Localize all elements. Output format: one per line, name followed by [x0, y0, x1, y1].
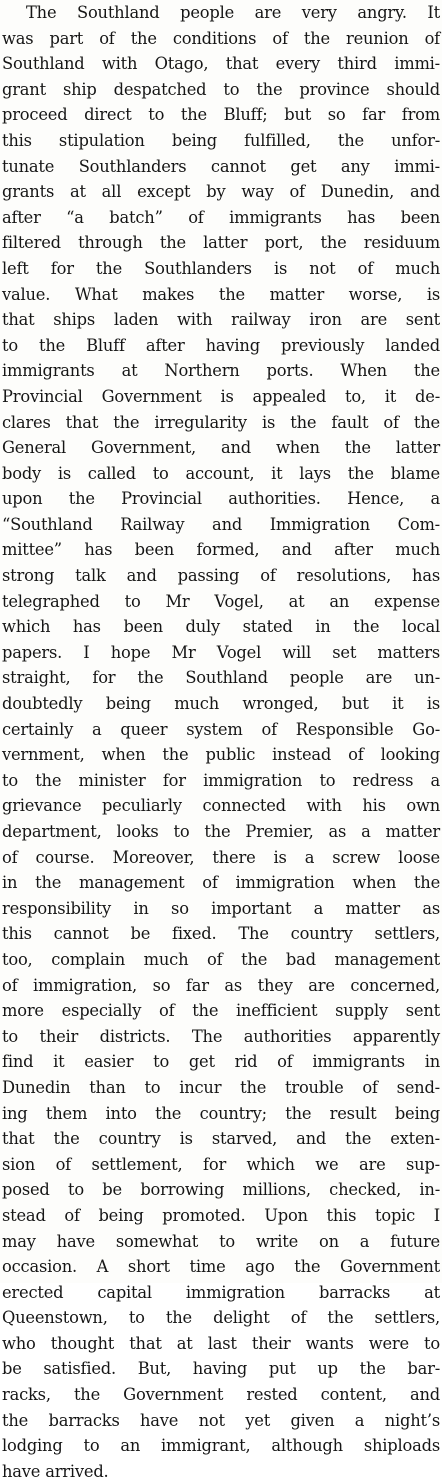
article-line: sion of settlement, for which we are sup-	[2, 1154, 440, 1174]
article-line: telegraphed to Mr Vogel, at an expense	[2, 591, 440, 611]
article-line: after “a batch” of immigrants has been	[2, 207, 440, 227]
article-line: responsibility in so important a matter as	[2, 898, 440, 918]
article-line: have arrived.	[2, 1461, 109, 1481]
article-line: more especially of the inefficient supply sent	[2, 1001, 440, 1021]
article-line: of immigration, so far as they are concerned,	[2, 975, 440, 995]
article-line: this cannot be fixed. The country settlers,	[2, 924, 440, 944]
article-line: stead of being promoted. Upon this topic I	[2, 1205, 440, 1225]
article-line: Provincial Government is appealed to, it de-	[2, 386, 440, 406]
article-line: lodging to an immigrant, although shiploads	[2, 1436, 440, 1456]
article-line: General Government, and when the latter	[2, 438, 440, 458]
article-line: in the management of immigration when the	[2, 873, 440, 893]
article-line: grievance peculiarly connected with his own	[2, 796, 440, 816]
article-line: filtered through the latter port, the residuum	[2, 233, 440, 253]
article-line: that the country is starved, and the exten-	[2, 1129, 440, 1149]
article-line: papers. I hope Mr Vogel will set matters	[2, 642, 440, 662]
article-line: left for the Southlanders is not of much	[2, 258, 440, 278]
article-line: body is called to account, it lays the blame	[2, 463, 440, 483]
article-line: doubtedly being much wronged, but it is	[2, 694, 440, 714]
article-line: upon the Provincial authorities. Hence, a	[2, 489, 440, 509]
article-line: this stipulation being fulfilled, the unfor-	[2, 130, 440, 150]
article-line: The Southland people are very angry. It	[26, 3, 440, 22]
article-line: of course. Moreover, there is a screw loose	[2, 847, 440, 867]
article-line: be satisfied. But, having put up the bar-	[2, 1359, 440, 1379]
article-line: department, looks to the Premier, as a matter	[2, 822, 440, 841]
article-line: value. What makes the matter worse, is	[2, 284, 440, 304]
article-line: clares that the irregularity is the fault of the	[2, 412, 440, 432]
article-line: that ships laden with railway iron are sent	[2, 310, 440, 330]
article-column	[2, 0, 440, 1484]
article-line: find it easier to get rid of immigrants in	[2, 1052, 440, 1072]
article-line: proceed direct to the Bluff; but so far from	[2, 105, 440, 125]
article-line: straight, for the Southland people are un-	[2, 668, 440, 688]
article-line: erected capital immigration barracks at	[2, 1282, 440, 1302]
article-line: tunate Southlanders cannot get any immi-	[2, 156, 440, 176]
article-line: to the minister for immigration to redress a	[2, 770, 440, 790]
article-line: immigrants at Northern ports. When the	[2, 361, 440, 381]
article-line: which has been duly stated in the local	[2, 617, 440, 637]
article-line: posed to be borrowing millions, checked, in-	[2, 1180, 440, 1200]
article-line: to their districts. The authorities apparently	[2, 1026, 440, 1046]
article-line: “Southland Railway and Immigration Com-	[2, 514, 440, 534]
article-line: the barracks have not yet given a night’s	[2, 1410, 440, 1430]
article-line: may have somewhat to write on a future	[2, 1231, 440, 1251]
article-line: certainly a queer system of Responsible Go-	[2, 719, 440, 739]
article-line: was part of the conditions of the reunion of	[2, 28, 440, 48]
article-line: occasion. A short time ago the Government	[2, 1257, 440, 1277]
article-line: mittee” has been formed, and after much	[2, 540, 440, 560]
article-line: Dunedin than to incur the trouble of send-	[2, 1077, 440, 1097]
article-line: to the Bluff after having previously landed	[2, 335, 440, 355]
article-line: too, complain much of the bad management	[2, 949, 440, 969]
article-line: racks, the Government rested content, and	[2, 1385, 440, 1405]
article-line: ing them into the country; the result being	[2, 1103, 440, 1123]
article-line: grants at all except by way of Dunedin, and	[2, 182, 440, 202]
article-line: who thought that at last their wants were to	[2, 1333, 440, 1353]
article-line: Southland with Otago, that every third immi-	[2, 54, 440, 74]
article-line: strong talk and passing of resolutions, has	[2, 566, 440, 586]
article-line: Queenstown, to the delight of the settlers,	[2, 1308, 440, 1328]
article-line: vernment, when the public instead of looking	[2, 745, 440, 765]
article-line: grant ship despatched to the province should	[2, 79, 440, 99]
